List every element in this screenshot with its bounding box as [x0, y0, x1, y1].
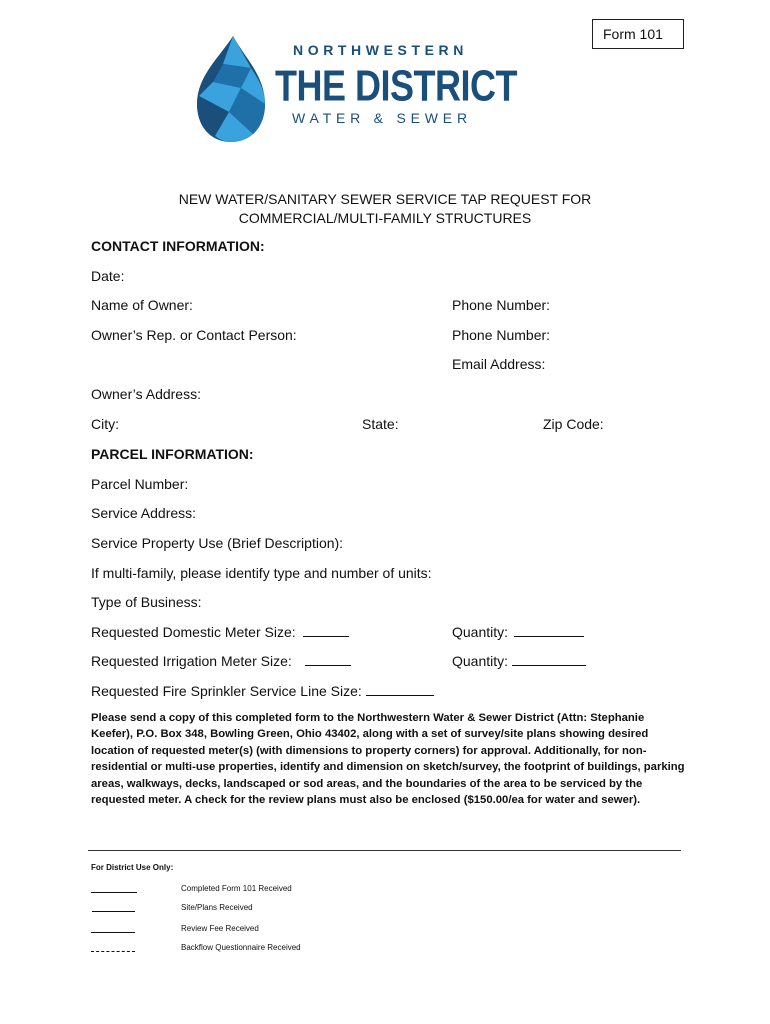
parcel-number-label: Parcel Number: — [91, 476, 189, 492]
business-type-label: Type of Business: — [91, 594, 202, 610]
brand-line-northwestern: NORTHWESTERN — [293, 42, 468, 58]
district-item-1: Completed Form 101 Received — [181, 884, 292, 893]
district-check-blank-3[interactable] — [91, 924, 135, 935]
irrigation-qty-row — [452, 653, 586, 669]
date-label: Date: — [91, 268, 125, 284]
fire-line-row — [91, 683, 434, 699]
fire-line-blank[interactable] — [366, 683, 434, 696]
parcel-heading: PARCEL INFORMATION: — [91, 446, 254, 462]
owner-address-label: Owner’s Address: — [91, 386, 201, 402]
district-item-3: Review Fee Received — [181, 924, 259, 933]
multi-family-label: If multi-family, please identify type and number of units: — [91, 565, 432, 581]
district-check-blank-4[interactable] — [91, 943, 135, 954]
irrigation-qty-blank[interactable] — [512, 653, 586, 666]
fire-line-label: Requested Fire Sprinkler Service Line Size: — [91, 683, 362, 699]
irrigation-meter-label: Requested Irrigation Meter Size: — [91, 653, 292, 669]
form-title-line-2: COMMERCIAL/MULTI-FAMILY STRUCTURES — [238, 210, 532, 226]
contact-heading: CONTACT INFORMATION: — [91, 238, 265, 254]
submission-instructions: Please send a copy of this completed form to the Northwestern Water & Sewer District (Attn: Stephanie Keefer), P.O. Box 348, Bowling Green, Ohio 43402, along with a set of survey/site plans showing desired location of requested meter(s) (with dimensions to property corners) for approval. Additionally, for non-residential or multi-use properties, identify and dimension on sketch/survey, the footprint of buildings, parking areas, walkways, decks, landscaped or sod areas, and the boundaries of the area to be serviced by the requested meter. A check for the review plans must also be enclosed ($150.00/ea for water and sewer). — [91, 712, 685, 807]
district-item-4: Backflow Questionnaire Received — [181, 943, 301, 952]
district-check-blank-2[interactable] — [92, 903, 135, 914]
divider-line — [88, 850, 681, 851]
contact-phone-label: Phone Number: — [452, 327, 551, 343]
domestic-qty-row — [452, 624, 584, 640]
zip-label: Zip Code: — [543, 416, 604, 432]
domestic-meter-blank[interactable] — [303, 624, 349, 637]
domestic-meter-row — [91, 624, 349, 640]
brand-line-the-district: THE DISTRICT — [275, 60, 517, 111]
contact-person-label: Owner’s Rep. or Contact Person: — [91, 327, 297, 343]
city-label: City: — [91, 416, 119, 432]
irrigation-meter-row — [91, 653, 351, 669]
state-label: State: — [362, 416, 399, 432]
service-address-label: Service Address: — [91, 505, 197, 521]
brand-line-water-sewer: WATER & SEWER — [292, 110, 472, 126]
district-use-heading: For District Use Only: — [91, 863, 174, 872]
irrigation-qty-label: Quantity: — [452, 653, 509, 669]
domestic-meter-label: Requested Domestic Meter Size: — [91, 624, 296, 640]
domestic-qty-blank[interactable] — [514, 624, 584, 637]
owner-name-label: Name of Owner: — [91, 297, 193, 313]
district-check-blank-1[interactable] — [91, 884, 137, 895]
email-label: Email Address: — [452, 356, 546, 372]
domestic-qty-label: Quantity: — [452, 624, 509, 640]
district-item-2: Site/Plans Received — [181, 903, 253, 912]
owner-phone-label: Phone Number: — [452, 297, 551, 313]
form-number: Form 101 — [603, 26, 663, 42]
form-number-box — [592, 19, 684, 49]
form-title-line-1: NEW WATER/SANITARY SEWER SERVICE TAP REQUEST FOR — [178, 191, 592, 207]
irrigation-meter-blank[interactable] — [305, 653, 351, 666]
property-use-label: Service Property Use (Brief Description): — [91, 535, 344, 551]
